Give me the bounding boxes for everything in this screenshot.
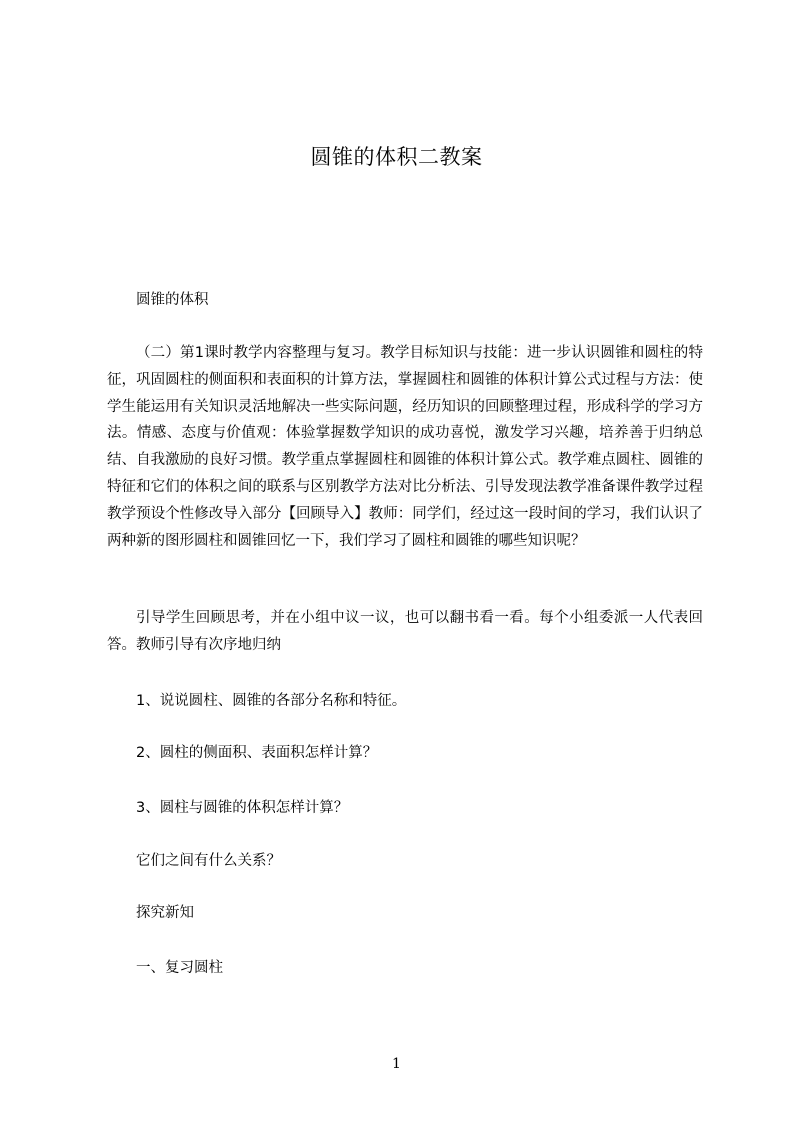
guide-paragraph: 引导学生回顾思考，并在小组中议一议，也可以翻书看一看。每个小组委派一人代表回答。教师引导有次序地归纳 bbox=[107, 610, 703, 653]
list-item-2: 2、圆柱的侧面积、表面积怎样计算？ bbox=[136, 745, 378, 761]
heading-paragraph: 圆锥的体积 bbox=[136, 292, 209, 308]
section-heading: 一、复习圆柱 bbox=[136, 960, 223, 976]
document-title: 圆锥的体积二教案 bbox=[310, 145, 483, 169]
list-item-1: 1、说说圆柱、圆锥的各部分名称和特征。 bbox=[136, 693, 407, 709]
intro-paragraph: （二）第1课时教学内容整理与复习。教学目标知识与技能：进一步认识圆锥和圆柱的特征，巩固圆柱的侧面积和表面积的计算方法，掌握圆柱和圆锥的体积计算公式过程与方法：使学生能运用有关知识灵活地解决一些实际问题，经历知识的回顾整理过程，形成科学的学习方法。情感、态度与价值观：体验掌握数学知识的成功喜悦，激发学习兴趣，培养善于归纳总结、自我激励的良好习惯。教学重点掌握圆柱和圆锥的体积计算公式。教学难点圆柱、圆锥的特征和它们的体积之间的联系与区别教学方法对比分析法、引导发现法教学准备课件教学过程教学预设个性修改导入部分【回顾导入】教师：同学们，经过这一段时间的学习，我们认识了两种新的图形圆柱和圆锥回忆一下，我们学习了圆柱和圆锥的哪些知识呢？ bbox=[107, 345, 703, 549]
explore-heading: 探究新知 bbox=[136, 905, 194, 921]
list-item-3: 3、圆柱与圆锥的体积怎样计算？ bbox=[136, 800, 349, 816]
relation-question: 它们之间有什么关系？ bbox=[136, 853, 281, 869]
page-number: 1 bbox=[392, 1056, 401, 1072]
